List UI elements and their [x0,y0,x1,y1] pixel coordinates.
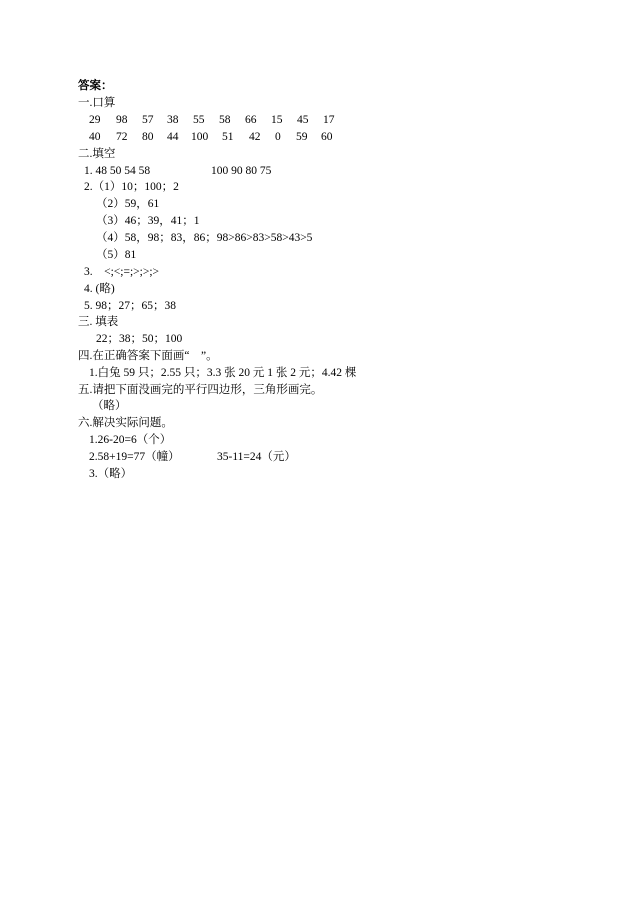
word-problem-answer-3: 3.（略） [89,468,133,480]
section-mark-correct-heading: 四.在正确答案下面画“ ”。 [78,350,218,362]
complete-shapes-answer: （略） [92,400,127,412]
answer-cell: 59 [296,131,308,143]
section-word-problems-heading: 六.解决实际问题。 [78,417,173,429]
fill-blank-answer-5: 5. 98；27；65；38 [84,300,176,312]
fill-blank-answer-2: 2.（1）10；100；2 [84,181,179,193]
answer-cell: 80 [142,131,154,143]
section-oral-calc-heading: 一.口算 [78,97,116,109]
fill-blank-answer-4: 4. (略) [84,283,115,295]
oral-calc-row-1 [0,112,640,128]
fill-blank-answer-1b: 100 90 80 75 [211,165,272,177]
fill-blank-answer-2-4: （4）58，98；83，86；98>86>83>58>43>5 [96,232,313,244]
fill-blank-answer-3: 3. <;<;=;>;>;> [84,266,160,278]
answer-cell: 60 [321,131,333,143]
answer-cell: 40 [89,131,101,143]
fill-blank-answer-2-3: （3）46；39，41；1 [96,215,200,227]
answer-cell: 0 [275,131,281,143]
answer-cell: 57 [142,114,154,126]
answer-cell: 66 [245,114,257,126]
mark-correct-answer: 1.白兔 59 只；2.55 只；3.3 张 20 元 1 张 2 元；4.42 棵 [89,367,357,379]
section-complete-shapes-heading: 五.请把下面没画完的平行四边形，三角形画完。 [78,384,323,396]
word-problem-answer-2a: 2.58+19=77（幢） [89,451,180,463]
page-title: 答案： [78,78,113,92]
answer-cell: 72 [116,131,128,143]
section-fill-blank-heading: 二.填空 [78,148,116,160]
answer-cell: 15 [271,114,283,126]
fill-table-answer: 22；38；50；100 [96,333,183,345]
answer-cell: 29 [89,114,101,126]
answer-cell: 38 [167,114,179,126]
answer-cell: 98 [116,114,128,126]
answer-cell: 58 [219,114,231,126]
answer-cell: 100 [191,131,209,143]
answer-cell: 42 [249,131,261,143]
fill-blank-answer-2-2: （2）59，61 [96,198,160,210]
answer-cell: 51 [222,131,234,143]
oral-calc-row-2 [0,129,640,145]
answer-cell: 44 [167,131,179,143]
fill-blank-answer-2-5: （5）81 [96,249,137,261]
answer-cell: 17 [323,114,335,126]
section-fill-table-heading: 三. 填表 [78,316,119,328]
answer-cell: 45 [297,114,309,126]
fill-blank-answer-1a: 1. 48 50 54 58 [84,165,151,177]
word-problem-answer-2b: 35-11=24（元） [217,451,296,463]
word-problem-answer-1: 1.26-20=6（个） [89,434,172,446]
answer-cell: 55 [193,114,205,126]
